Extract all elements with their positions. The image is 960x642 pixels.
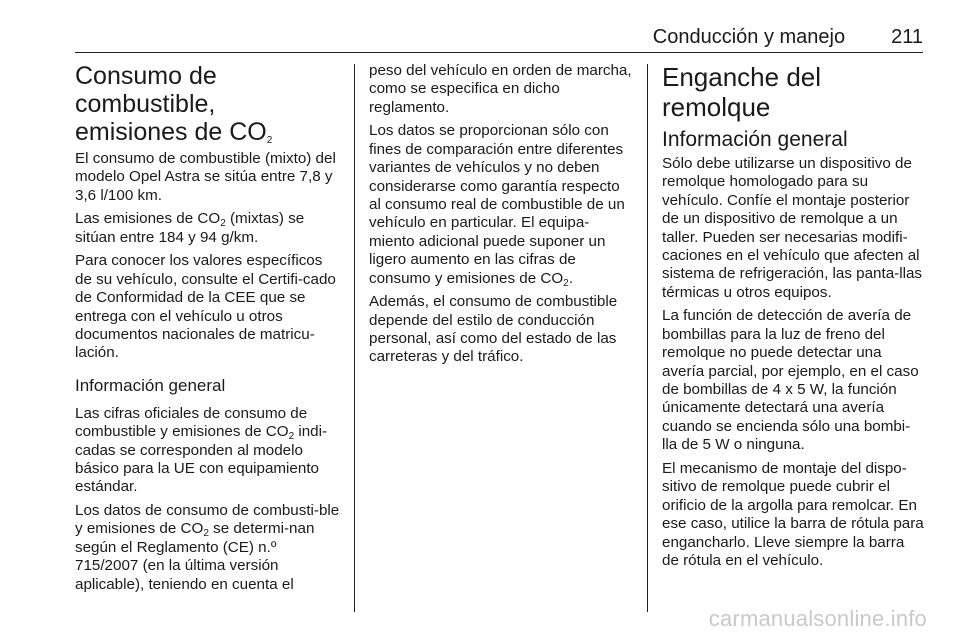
page-number: 211 — [891, 26, 923, 48]
watermark: carmanualsonline.info — [708, 606, 927, 631]
text-run: (mixtas) se sitúan entre 184 y 94 g/km. — [75, 210, 305, 246]
section-heading-fuel-consumption — [75, 62, 340, 146]
heading-line-1: Consumo de combustible, — [75, 62, 217, 118]
subscript: 2 — [266, 135, 273, 146]
paragraph: Para conocer los valores específicos de su vehículo, consulte el Certifi‐cado de Conformidad de la CEE que se entrega con el vehículo u otros documentos nacionales de matricu‐lación. — [75, 252, 336, 362]
text-run: Las cifras oficiales de consumo de combustible y emisiones de CO — [75, 404, 308, 441]
paragraph: La función de detección de avería de bombillas para la luz de freno del remolque no puede detectar una avería parcial, por ejemplo, en el caso de bombillas de 4 x 5 W, la función únicamente detectará una avería cuando se encienda sólo una bombi‐lla de 5 W o ninguna. — [662, 307, 919, 454]
column-divider-2 — [647, 64, 648, 612]
heading-line-2: emisiones de CO — [75, 118, 267, 146]
paragraph — [75, 405, 340, 497]
column-right — [662, 62, 924, 576]
text-run: . — [568, 269, 573, 287]
subscript: 2 — [220, 218, 226, 230]
paragraph: Sólo debe utilizarse un dispositivo de remolque homologado para su vehículo. Confíe el montaje posterior de un dispositivo de remolque a un taller. Pueden ser necesarias modifi‐caciones en el vehículo que afecten al sistema de refrigeración, las panta‐llas térmicas u otros equipos. — [662, 155, 922, 301]
column-left — [75, 62, 340, 599]
paragraph: Además, el consumo de combustible depende del estilo de conducción personal, así como del estado de las carreteras y del tráfico. — [369, 293, 618, 366]
text-run: se determi‐nan según el Reglamento (CE) n.º 715/2007 (en la última versión aplicable), teniendo en cuenta el — [75, 520, 315, 593]
paragraph — [369, 122, 632, 288]
subheading-general-info: Información general — [662, 128, 848, 151]
column-middle — [369, 62, 632, 372]
text-run: Los datos de consumo de combusti‐ble y emisiones de CO — [75, 502, 340, 538]
text-run: indi‐cadas se corresponden al modelo básico para la UE con equipamiento estándar. — [75, 423, 328, 496]
text-run: Los datos se proporcionan sólo con fines de comparación entre diferentes variantes de vehículos y no deben considerarse como garantía respecto al consumo real de combustible de un vehículo en particular. El equipa‐miento adicional puede suponer un ligero aumento en las cifras de consumo y emisiones de CO — [369, 122, 625, 287]
paragraph: peso del vehículo en orden de marcha, como se especifica en dicho reglamento. — [369, 62, 632, 116]
column-divider-1 — [354, 64, 355, 612]
subheading-general-info: Información general — [75, 375, 226, 395]
subscript: 2 — [563, 277, 569, 289]
paragraph: El mecanismo de montaje del dispo‐sitivo de remolque puede cubrir el orificio de la argolla para remolcar. En ese caso, utilice la barra de rótula para engancharlo. Lleve siempre la barra de rótula en el vehículo. — [662, 459, 924, 569]
page-header — [75, 26, 923, 49]
paragraph — [75, 210, 340, 247]
section-title: Conducción y manejo — [652, 26, 846, 48]
text-run: Las emisiones de CO — [75, 210, 221, 228]
header-divider — [75, 52, 923, 53]
subscript: 2 — [288, 431, 295, 443]
section-heading-trailer-hitch: Enganche del remolque — [662, 62, 822, 122]
paragraph: El consumo de combustible (mixto) del modelo Opel Astra se sitúa entre 7,8 y 3,6 l/100 km. — [75, 150, 336, 204]
subscript: 2 — [203, 528, 209, 540]
paragraph — [75, 502, 340, 594]
